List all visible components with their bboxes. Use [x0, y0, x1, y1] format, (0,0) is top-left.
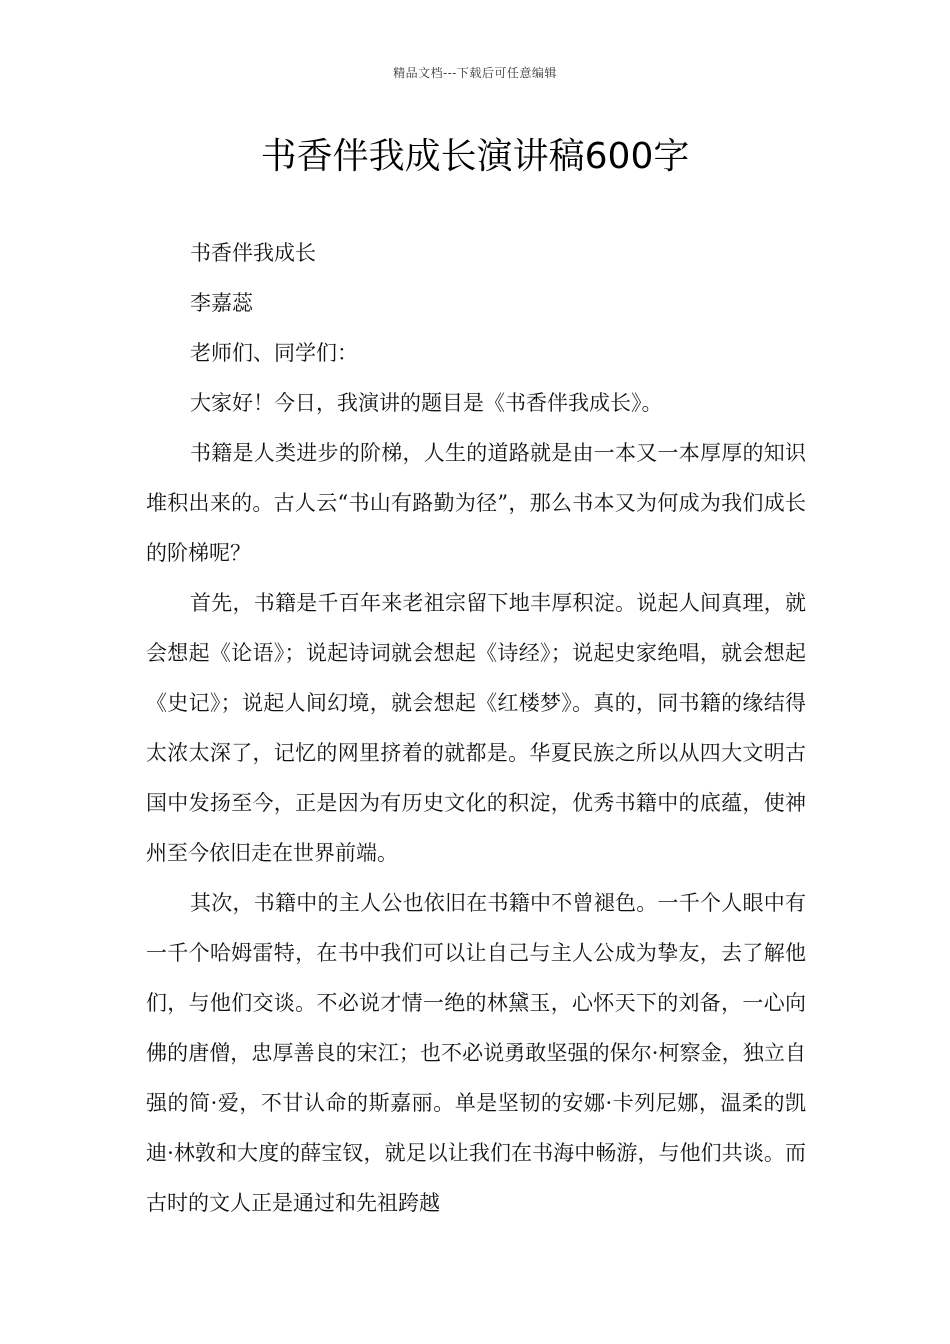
- paragraph-first-point: 首先，书籍是千百年来老祖宗留下地丰厚积淀。说起人间真理，就会想起《论语》；说起诗词就会想起《诗经》；说起史家绝唱，就会想起《史记》；说起人间幻境，就会想起《红楼梦》。真的，同书籍的缘结得太浓太深了，记忆的网里挤着的就都是。华夏民族之所以从四大文明古国中发扬至今，正是因为有历史文化的积淀，优秀书籍中的底蕴，使神州至今依旧走在世界前端。: [146, 591, 806, 865]
- paragraph-intro: 书籍是人类进步的阶梯，人生的道路就是由一本又一本厚厚的知识堆积出来的。古人云“书山有路勤为径”，那么书本又为何成为我们成长的阶梯呢？: [146, 441, 806, 565]
- document-title: 书香伴我成长演讲稿600字: [260, 136, 690, 177]
- header-note: 精品文档---下载后可任意编辑: [393, 66, 557, 80]
- document-body: [146, 228, 806, 1228]
- paragraph-greeting: 大家好！今日，我演讲的题目是《书香伴我成长》。: [190, 391, 663, 415]
- paragraph-second-point: 其次，书籍中的主人公也依旧在书籍中不曾褪色。一千个人眼中有一千个哈姆雷特，在书中我们可以让自己与主人公成为挚友，去了解他们，与他们交谈。不必说才情一绝的林黛玉，心怀天下的刘备，一心向佛的唐僧，忠厚善良的宋江；也不必说勇敢坚强的保尔·柯察金，独立自强的简·爱，不甘认命的斯嘉丽。单是坚韧的安娜·卡列尼娜，温柔的凯迪·林敦和大度的薛宝钗，就足以让我们在书海中畅游，与他们共谈。而古时的文人正是通过和先祖跨越: [146, 891, 806, 1215]
- salutation: 老师们、同学们：: [190, 341, 358, 365]
- author-name: 李嘉蕊: [190, 291, 253, 315]
- speech-heading: 书香伴我成长: [190, 241, 316, 265]
